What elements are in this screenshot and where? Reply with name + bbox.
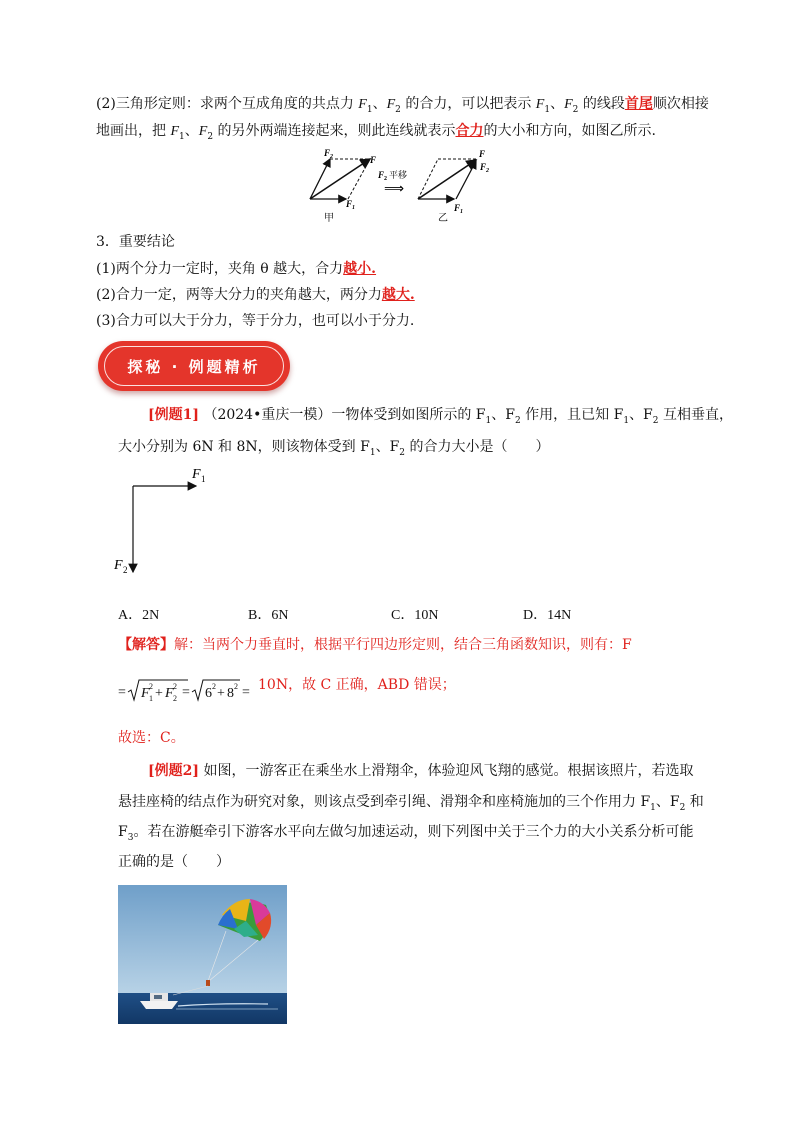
parasailing-photo: [118, 885, 287, 1024]
figure-jia: [310, 148, 376, 224]
svg-text:+: +: [217, 686, 225, 701]
svg-text:2: 2: [123, 565, 128, 575]
example1-tag: [例题1]: [148, 407, 199, 423]
keyword-resultant: 合力: [455, 123, 484, 139]
svg-text:6: 6: [205, 686, 212, 701]
svg-text:2: 2: [212, 682, 216, 691]
example2-line-2: 悬挂座椅的结点作为研究对象，则该点受到牵引绳、滑翔伞和座椅施加的三个作用力 $F_1$、$F_2$ 和: [118, 794, 704, 813]
parallelogram-triangle-figure: [300, 145, 500, 225]
conclusion-2: (2)合力一定，两等大分力的夹角越大，两分力越大.: [96, 287, 415, 303]
example2-tag: [例题2]: [148, 763, 199, 779]
svg-text:+: +: [155, 686, 163, 701]
svg-text:2: 2: [384, 176, 387, 182]
svg-text:=: =: [118, 685, 126, 700]
option-b[interactable]: B．6N: [248, 608, 289, 623]
svg-text:F: F: [378, 170, 385, 180]
svg-text:F2: $F_2$: [480, 162, 490, 174]
triangle-rule-line-1: (2)三角形定则：求两个互成角度的共点力 $F_1$、$F_2$ 的合力，可以把表示 $F_1$、$F_2$ 的线段首尾顺次相接: [96, 96, 709, 115]
section-banner: [98, 341, 290, 391]
example1-line-1: [例题1] （2024•重庆一模）一物体受到如图所示的 $F_1$、$F_2$ 作用，且已知 $F_1$、$F_2$ 互相垂直，: [148, 407, 733, 426]
svg-text:F: F: [165, 686, 174, 701]
svg-text:1: 1: [201, 474, 206, 484]
svg-text:2: 2: [173, 682, 177, 691]
svg-text:F: F: [370, 155, 377, 165]
force-diagram-f1-f2: [110, 460, 220, 580]
example2-line-3: $F_3$。若在游艇牵引下游客水平向左做匀加速运动，则下列图中关于三个力的大小关系分析可能: [118, 824, 694, 843]
conclusion-3: (3)合力可以大于分力，等于分力，也可以小于分力.: [96, 313, 415, 329]
option-a[interactable]: A．2N: [118, 608, 160, 623]
svg-text:2: 2: [149, 682, 153, 691]
svg-text:2: 2: [234, 682, 238, 691]
option-d[interactable]: D．14N: [523, 608, 572, 623]
svg-text:F2: $F_2$: [324, 148, 334, 160]
label-yi: 乙: [438, 213, 448, 224]
implies-arrow: ⟹: [384, 181, 405, 197]
svg-text:F1: $F_1$: [346, 199, 356, 211]
resultant-formula: [118, 676, 258, 706]
example2-line-4: 正确的是（ ）: [118, 854, 230, 870]
option-c[interactable]: C．10N: [391, 608, 439, 623]
label-jia: 甲: [324, 213, 334, 224]
svg-text:平移: 平移: [389, 171, 408, 181]
svg-text:2: 2: [173, 694, 177, 703]
answer-tag: 【解答】: [118, 637, 174, 653]
conclusion-1: (1)两个分力一定时，夹角 θ 越大，合力越小.: [96, 261, 377, 277]
answer-line-1: 【解答】解：当两个力垂直时，根据平行四边形定则，结合三角函数知识，则有：F: [118, 637, 632, 653]
svg-text:F: F: [141, 686, 150, 701]
svg-text:=: =: [242, 685, 250, 700]
triangle-rule-line-2: 地画出，把 $F_1$、$F_2$ 的另外两端连接起来，则此连线就表示合力的大小和方向，如图乙所示.: [96, 123, 656, 142]
figure-yi: [418, 149, 489, 224]
svg-text:1: 1: [149, 694, 153, 703]
label-f2: F: [114, 558, 123, 573]
svg-text:F: F: [479, 149, 486, 159]
label-f1: F: [192, 467, 201, 482]
example2-line-1: [例题2] 如图，一游客正在乘坐水上滑翔伞，体验迎风飞翔的感觉。根据该照片，若选取: [148, 763, 694, 779]
svg-text:F1: $F_1$: [454, 203, 464, 215]
svg-text:8: 8: [227, 686, 234, 701]
answer-formula: = F 1 2 + F 2 2 = 6 2 + 8 2 = 10N，故 C 正确，ABD 错误；: [118, 676, 456, 706]
example1-line-2: 大小分别为 6N 和 8N，则该物体受到 $F_1$、$F_2$ 的合力大小是（ ）: [118, 439, 550, 458]
banner-text: 探秘 · 例题精析: [104, 346, 284, 386]
keyword-head-to-tail: 首尾: [624, 96, 653, 112]
conclusions-heading: 3．重要结论: [96, 234, 175, 250]
svg-text:=: =: [182, 685, 190, 700]
answer-choice: 故选：C。: [118, 730, 185, 746]
